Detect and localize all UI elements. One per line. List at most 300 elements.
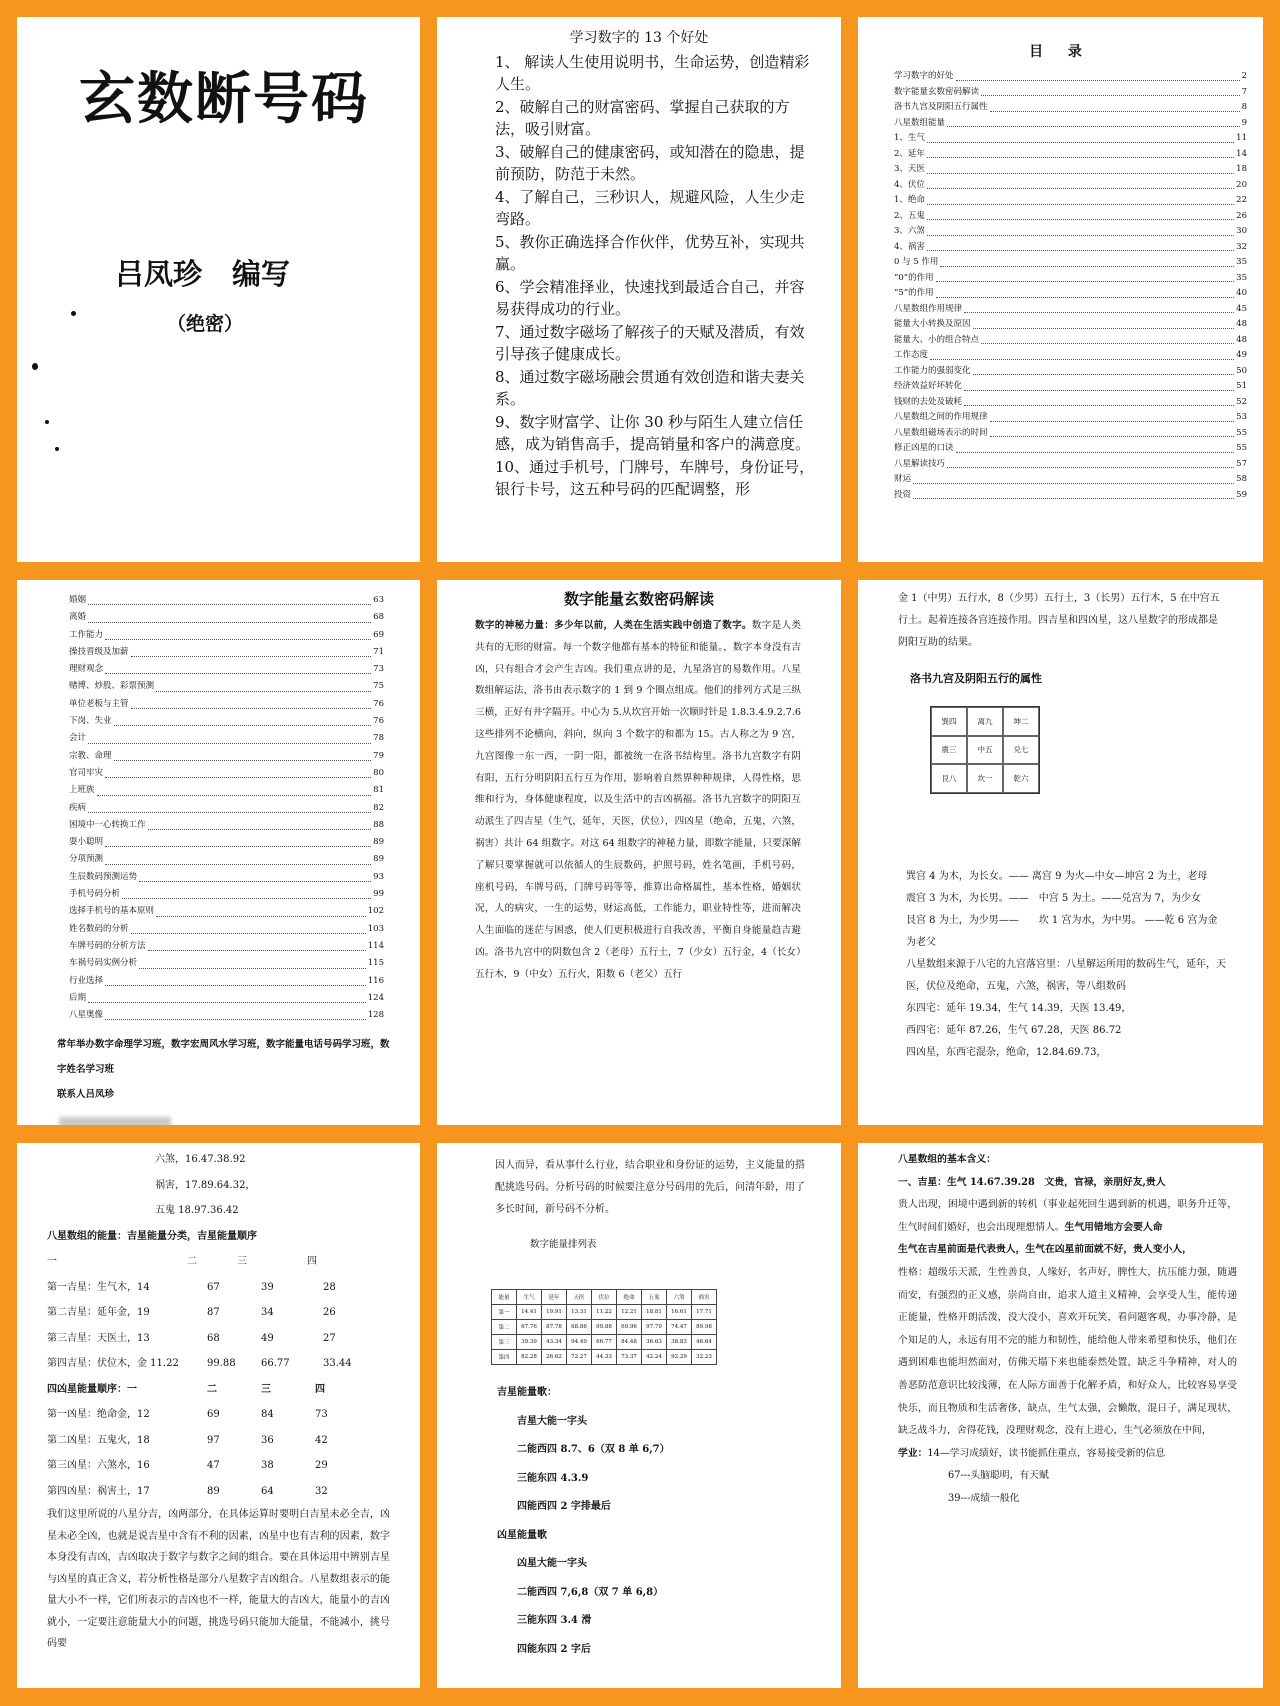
table-cell: 89.98 (692, 1320, 717, 1335)
energy-arrangement-table (491, 1289, 717, 1365)
toc-page-number: 7 (1241, 86, 1247, 97)
table-cell: 66.77 (592, 1335, 617, 1350)
toc-leader (105, 973, 366, 986)
table-cell: 第四 (492, 1350, 517, 1365)
star-value: 29 (315, 1460, 328, 1471)
toc-page-number: 114 (367, 940, 384, 951)
toc-entry-title: 财运 (894, 474, 912, 484)
toc-page-number: 59 (1236, 489, 1247, 500)
toc-entry-title: 工作能力 (69, 629, 104, 640)
song-line: 三能东四 3.4 滑 (517, 1615, 592, 1626)
toc-leader (927, 240, 1234, 252)
toc-entry-title: 工作态度 (894, 350, 929, 360)
toc-entry (69, 990, 384, 1007)
table-cell: 14.41 (517, 1305, 542, 1320)
meaning-bold-2: 生气在吉星前面是代表贵人，生气在凶星前面就不好，贵人变小人， (898, 1244, 1192, 1256)
table-cell: 13.31 (567, 1305, 592, 1320)
blurred-phone (59, 1117, 171, 1125)
toc-page-number: 124 (367, 992, 384, 1003)
toc-leader (156, 678, 371, 691)
toc-entry (894, 457, 1247, 473)
toc-leader (105, 851, 371, 864)
toc-leader (927, 209, 1234, 221)
toc-entry-title: 分项预测 (69, 854, 104, 865)
decode-page (437, 580, 841, 1125)
toc-leader (88, 730, 371, 743)
star-value: 49 (261, 1332, 274, 1344)
toc-page-number: 75 (373, 681, 384, 692)
toc-leader (956, 69, 1240, 81)
toc-entry-title: 车祸号码实例分析 (69, 958, 138, 969)
star-value: 66.77 (261, 1358, 290, 1369)
toc-leader (114, 713, 372, 726)
toc-entry-title: 学习数字的好处 (894, 71, 954, 81)
grid-cell: 离九 (967, 707, 1003, 736)
star-row (47, 1453, 390, 1479)
toc-entry-title: 4、祸害 (894, 241, 925, 252)
toc-leader (936, 286, 1235, 298)
luoshu-lines (906, 866, 1227, 1064)
study-line: 14—学习成绩好，读书能抓住重点，容易接受新的信息 (927, 1447, 1166, 1459)
toc-entry-title: 疾病 (69, 802, 87, 813)
benefit-item: 9、数字财富学、让你 30 秒与陌生人建立信任感，成为销售高手，提高销量和客户的满意度。 (495, 413, 811, 453)
table-cell: 42.24 (642, 1350, 667, 1365)
energy-songs (497, 1379, 670, 1664)
col-header: 二 (187, 1256, 197, 1267)
star-value: 99.88 (207, 1358, 236, 1369)
star-row (47, 1275, 390, 1301)
toc-page-number: 99 (373, 889, 384, 900)
toc-entry (894, 488, 1247, 504)
toc-entry-title: 上班族 (69, 785, 95, 796)
toc-leader (88, 609, 371, 622)
toc-page-2 (17, 580, 420, 1125)
toc-page-number: 93 (373, 871, 384, 882)
toc-page-number: 71 (373, 646, 384, 657)
toc-leader (981, 333, 1234, 345)
toc-leader (927, 147, 1234, 159)
toc-entry (894, 441, 1247, 457)
author-role: 编写 (232, 257, 291, 291)
grid-cell: 中五 (967, 736, 1003, 765)
star-value: 68 (207, 1332, 220, 1344)
benefit-item: 4、了解自己，三秒识人，规避风险，人生少走弯路。 (495, 188, 805, 228)
table-cell: 99.88 (592, 1320, 617, 1335)
toc-entry-title: 车牌号码的分析方法 (69, 940, 146, 951)
table-cell: 73.37 (617, 1350, 642, 1365)
toc-entry (894, 147, 1247, 163)
star-label: 第一凶星：绝命金，12 (47, 1409, 150, 1420)
toc-entry (894, 116, 1247, 132)
star-row (47, 1479, 390, 1505)
song-line: 四能东四 2 字后 (517, 1643, 591, 1655)
star-label: 第二吉星：延年金，19 (47, 1307, 150, 1318)
toc-leader (927, 224, 1234, 236)
meaning-body-2: 性格：超级乐天派，生性善良，人缘好，名声好，脾性大，抗压能力强，随遇而安，有强烈的正义感，崇尚自由，追求人道主义精神，会享受人生，能传递正能量，性格开朗活泼，没大没小，喜欢开玩笑，看问题客观，办事冷静，是个知足的人，永远有用不完的能力和韧性，能给他人带来希望和快乐，他们在遇到困难也能坦然面对，仿佛天塌下来也能泰然处置，缺乏斗争精神，对人的善恶防范意识比较浅薄，在人际方面善于化解矛盾，和好众人，比较容易享受快乐，而且物质和生活奢侈，缺点，生气太强，会懒散，混日子，满足现状，缺乏战斗力，舍得花钱，没理财观念，没有上进心，生气必须放在中间， (898, 1266, 1237, 1437)
star-value: 28 (323, 1281, 336, 1293)
table-cell: 绝命 (617, 1290, 642, 1305)
toc-entry (894, 472, 1247, 488)
toc-entry (894, 286, 1247, 302)
toc-page-number: 45 (1236, 303, 1247, 314)
toc-entry-title: 手机号码分析 (69, 889, 121, 900)
bad-star-rows (47, 1402, 390, 1504)
toc-page-number: 115 (367, 958, 384, 969)
toc-page-number: 103 (367, 923, 384, 934)
star-value: 34 (261, 1307, 274, 1318)
toc-leader (973, 364, 1235, 376)
grid-cell: 艮八 (931, 764, 967, 793)
ink-speck (55, 447, 59, 451)
toc-page-number: 51 (1236, 381, 1247, 391)
toc-leader (131, 644, 372, 657)
star-row (47, 1300, 390, 1326)
toc-entry (69, 661, 384, 678)
toc-entry-title: 后期 (69, 992, 87, 1003)
toc-leader (947, 457, 1234, 469)
toc-page-number: 48 (1236, 319, 1247, 329)
table-cell: 87.78 (542, 1320, 567, 1335)
song-line: 凶星能量歌 (497, 1529, 547, 1541)
toc-entry (69, 730, 384, 747)
toc-page-number: 82 (373, 802, 384, 813)
toc-page-number: 76 (373, 716, 384, 727)
star-row (47, 1428, 390, 1454)
toc-leader (990, 100, 1240, 112)
luoshu-line: 巽宫 4 为木，为长女。—— 离宫 9 为火—中女—坤宫 2 为土，老母 (906, 871, 1208, 882)
toc-page-number: 11 (1236, 133, 1247, 143)
luoshu-page (858, 580, 1263, 1125)
toc-page-number: 80 (373, 767, 384, 778)
toc-entry (69, 886, 384, 903)
toc-leader (114, 748, 372, 761)
benefits-page (437, 17, 841, 562)
toc-entry-title: 0 与 5 作用 (894, 257, 939, 267)
benefit-item: 1、 解读人生使用说明书，生命运势，创造精彩人生。 (495, 53, 810, 93)
star-value: 27 (323, 1332, 336, 1344)
toc-leader (139, 869, 371, 882)
star-value: 38 (261, 1460, 274, 1471)
toc-entry-title: 2、延年 (894, 148, 925, 159)
meaning-body-1: 贵人出现，困境中遇到新的转机（事业起死回生遇到新的机遇，职务升迁等，生气时间们婚好，也会出现理想情人。 (898, 1199, 1237, 1233)
table-cell: 32.23 (692, 1350, 717, 1365)
star-value: 84 (261, 1409, 274, 1420)
luoshu-line: 西四宅：延年 87.26，生气 67.28，天医 86.72 (906, 1025, 1122, 1036)
arrangement-page (437, 1143, 841, 1688)
toc-page-number: 89 (373, 837, 384, 848)
toc-entry (894, 426, 1247, 442)
table-row (492, 1335, 717, 1350)
toc-entry (894, 69, 1247, 85)
grid-cell: 巽四 (931, 707, 967, 736)
toc-entry-title: 单位老板与主管 (69, 698, 129, 709)
toc-leader (964, 302, 1234, 314)
toc-entry (894, 100, 1247, 116)
toc-entry-title: 2、五鬼 (894, 210, 925, 221)
table-cell: 72.27 (567, 1350, 592, 1365)
grid-cell: 坎一 (967, 764, 1003, 793)
benefits-list (495, 51, 817, 500)
toc-leader (927, 193, 1234, 205)
song-line: 三能东四 4.3.9 (517, 1472, 589, 1484)
table-cell: 97.79 (642, 1320, 667, 1335)
toc-entry (69, 869, 384, 886)
luoshu-line: 艮宫 8 为土，为少男—— 坎 1 宫为水，为中男。 ——乾 6 宫为金为老父 (906, 915, 1218, 948)
toc-entry-title: 操技晋级及加薪 (69, 646, 129, 657)
toc-page-number: 128 (367, 1010, 384, 1021)
col-header: 三 (261, 1383, 271, 1395)
benefit-item: 8、通过数字磁场融会贯通有效创造和谐夫妻关系。 (495, 368, 805, 408)
toc-entry-title: 离婚 (69, 612, 87, 623)
toc-entry (69, 973, 384, 990)
star-value: 69 (207, 1409, 220, 1420)
toc-entry (894, 209, 1247, 225)
table-cell: 92.29 (667, 1350, 692, 1365)
table-cell: 84.48 (617, 1335, 642, 1350)
star-value: 33.44 (323, 1358, 352, 1369)
study-line: 39---成绩一般化 (948, 1492, 1020, 1504)
toc-leader (105, 661, 371, 674)
toc-page-number: 49 (1236, 350, 1247, 360)
star-label: 第三凶星：六煞水，16 (47, 1460, 150, 1471)
table-cell: 17.71 (692, 1305, 717, 1320)
decode-body (475, 615, 801, 986)
table-cell: 伏位 (592, 1290, 617, 1305)
toc-leader (930, 348, 1234, 360)
song-line: 凶星大能一字头 (517, 1558, 587, 1569)
toc-entry (894, 255, 1247, 271)
cover-page (17, 17, 420, 562)
toc-page-number: 20 (1236, 179, 1247, 190)
meaning-lead: 一、吉星：生气 14.67.39.28 文贵，官禄，亲朋好友,贵人 (898, 1176, 1166, 1188)
toc-entry (69, 817, 384, 834)
toc-page-number: 2 (1241, 71, 1247, 81)
toc-entry (69, 1007, 384, 1024)
toc-entry-title: 八星奥像 (69, 1010, 104, 1021)
toc-leader (139, 955, 366, 968)
contact-label: 联系人吕凤珍 (57, 1089, 115, 1101)
toc-page-number: 55 (1236, 443, 1247, 453)
grid-cell: 震三 (931, 736, 967, 765)
toc-entry (894, 240, 1247, 256)
toc-entry (69, 678, 384, 695)
star-row (47, 1351, 390, 1377)
toc-leader (122, 886, 371, 899)
cover-secret-label: （绝密） (167, 313, 244, 335)
table-cell: 26.62 (542, 1350, 567, 1365)
table-cell: 12.21 (617, 1305, 642, 1320)
toc-page-number: 102 (367, 906, 384, 917)
toc-entry-title: 能量大、小的组合特点 (894, 334, 980, 345)
toc-leader (148, 938, 366, 951)
toc-entry (69, 851, 384, 868)
toc-leader (913, 472, 1234, 484)
col-header: 二 (207, 1383, 217, 1395)
toc-entry-title: 赌博、炒股、彩票预测 (69, 681, 155, 692)
star-value: 97 (207, 1434, 220, 1446)
table-cell: 18.81 (642, 1305, 667, 1320)
arrangement-table-title: 数字能量排列表 (530, 1239, 597, 1251)
col-header: 四 (315, 1383, 325, 1395)
table-cell: 天医 (567, 1290, 592, 1305)
toc-entry-title: 修正凶星的口诀 (894, 443, 954, 453)
luoshu-top-text: 金 1（中男）五行水，8（少男）五行土，3（长男）五行木，5 在中宫五行土。起着连接各宫连接作用。四吉星和四凶星，这八星数字的形成都是阴阳互助的结果。 (898, 593, 1220, 648)
toc-entry-title: 会计 (69, 733, 87, 744)
toc-entry-title: 3、天医 (894, 164, 925, 174)
table-cell: 11.22 (592, 1305, 617, 1320)
star-value: 32 (315, 1485, 328, 1497)
toc-entry-title: 选择手机号的基本原则 (69, 906, 155, 917)
author-name: 吕凤珍 (115, 257, 203, 291)
toc-entry-title: 4、伏位 (894, 179, 925, 190)
toc-leader (927, 178, 1234, 190)
col-header: 四 (307, 1256, 317, 1267)
toc-entry-title: 八星数组之间的作用规律 (894, 412, 988, 422)
toc-entry-title: 困境中一心转换工作 (69, 819, 146, 830)
toc-page-number: 58 (1236, 474, 1247, 484)
toc-entry (894, 395, 1247, 411)
toc-leader (990, 426, 1235, 438)
toc-entry (69, 903, 384, 920)
star-value: 36 (261, 1434, 274, 1446)
toc-page-number: 22 (1236, 195, 1247, 205)
good-star-heading: 八星数组的能量：吉星能量分类，吉星能量顺序 (47, 1230, 257, 1242)
toc-entry (894, 317, 1247, 333)
col-header: 三 (237, 1256, 247, 1267)
table-cell: 第一 (492, 1305, 517, 1320)
decode-lead: 数字的神秘力量：多少年以前，人类在生活实践中创造了数字。 (475, 620, 752, 631)
star-value: 42 (315, 1434, 328, 1446)
toc-leader (156, 903, 366, 916)
song-line: 二能西四 7,6,8（双 7 单 6,8） (517, 1586, 664, 1598)
toc-entry-title: 理财观念 (69, 664, 104, 675)
toc-page-number: 78 (373, 733, 384, 744)
star-label: 第四吉星：伏位木，金 11.22 (47, 1358, 179, 1369)
toc-entry-title: 八星数组磁场表示的时间 (894, 427, 988, 438)
toc-page-number: 35 (1236, 272, 1247, 283)
toc-entry (69, 834, 384, 851)
star-row (47, 1402, 390, 1428)
toc-entry-title: 下岗、失业 (69, 716, 112, 727)
toc-entry-title: 生辰数码预测运势 (69, 871, 138, 882)
toc-entry-title: 姓名数码的分析 (69, 923, 129, 934)
star-value: 73 (315, 1409, 328, 1420)
table-cell: 39.39 (517, 1335, 542, 1350)
table-cell: 82.28 (517, 1350, 542, 1365)
toc-leader (964, 379, 1234, 391)
toc-page-number: 14 (1236, 148, 1247, 159)
toc-entry-title: 八星数组能量 (894, 117, 946, 128)
luoshu-line: 八星数组来源于八宅的九宫落宫里：八星解运所用的数码生气，延年，天医，伏位及绝命，五鬼，六煞，祸害，等八组数码 (906, 959, 1226, 992)
meaning-content (898, 1149, 1237, 1511)
toc-entry (894, 271, 1247, 287)
benefit-item: 3、破解自己的健康密码，或知潜在的隐患，提前预防，防范于未然。 (495, 143, 805, 183)
luoshu-grid-wrap (858, 686, 1263, 866)
toc-page-number: 18 (1236, 164, 1247, 174)
energy-page (17, 1143, 420, 1688)
table-cell: 46.64 (692, 1335, 717, 1350)
table-cell: 生气 (517, 1290, 542, 1305)
toc-entry (69, 800, 384, 817)
toc-leader (990, 410, 1235, 422)
toc-leader (927, 131, 1234, 143)
toc-entry-title: 3、六煞 (894, 226, 925, 236)
toc-page-number: 73 (373, 664, 384, 675)
good-star-rows (47, 1275, 390, 1377)
song-line: 吉星大能一字头 (517, 1415, 587, 1427)
cover-author (115, 252, 290, 293)
toc-page-number: 88 (373, 819, 384, 830)
toc-page-number: 40 (1236, 288, 1247, 298)
toc-page-number: 57 (1236, 458, 1247, 469)
table-cell: 67.76 (517, 1320, 542, 1335)
star-label: 第一吉星：生气木，14 (47, 1281, 150, 1293)
toc-leader (105, 834, 371, 847)
toc-page-number: 26 (1236, 210, 1247, 221)
grid-cell: 乾六 (1003, 764, 1039, 793)
benefit-item: 2、破解自己的财富密码、掌握自己获取的方法，吸引财富。 (495, 98, 790, 138)
energy-tail: 我们这里所说的八星分吉，凶两部分，在具体运算时要明白吉星未必全吉，凶星未必全凶，也就是说吉星中含有不利的因素，凶星中也有吉利的因素，数字本身没有吉凶，吉凶取决于数字与数字之间的组合。要在具体运用中辨别吉星与凶星的真正含义，若分析性格是部分八星数字吉凶组合。八星数组表示的能量大小不一样，它们所表示的吉凶也不一样，能量大的吉凶大，能量小的吉凶就小，一定要注意能量大小的问题，挑选号码只能加大能量，不能减小，挑号码要 (47, 1509, 390, 1649)
toc-entry-title: 投资 (894, 489, 912, 500)
toc-entry (69, 938, 384, 955)
table-cell: 第二 (492, 1320, 517, 1335)
grid-cell: 兑七 (1003, 736, 1039, 765)
star-value: 67 (207, 1281, 220, 1293)
arrangement-intro: 因人而异，看从事什么行业，结合职业和身份证的运势，主义能量的搭配挑选号码。分析号码的时候要注意分号码用的先后，问清年龄，用了多长时间，新号码不分析。 (495, 1160, 805, 1215)
song-line: 二能西四 8.7、6（双 8 单 6,7） (517, 1444, 670, 1455)
toc-entry-title: “0”的作用 (894, 272, 934, 283)
toc-page-number: 48 (1236, 334, 1247, 345)
toc-leader (88, 990, 366, 1003)
table-cell: 69.96 (617, 1320, 642, 1335)
table-row (492, 1305, 717, 1320)
toc-entry (69, 765, 384, 782)
star-value: 26 (323, 1307, 336, 1318)
table-cell: 43.34 (542, 1335, 567, 1350)
toc-entry-title: 数字能量玄数密码解读 (894, 86, 980, 97)
table-cell: 36.63 (642, 1335, 667, 1350)
luoshu-line: 东四宅：延年 19.34，生气 14.39，天医 13.49， (906, 1003, 1132, 1014)
toc-leader (913, 488, 1234, 500)
toc-page-number: 89 (373, 854, 384, 865)
toc-page-number: 8 (1241, 102, 1247, 112)
toc-entry-title: 耍小聪明 (69, 837, 104, 848)
table-cell: 16.61 (667, 1305, 692, 1320)
toc-page-number: 81 (373, 785, 384, 796)
benefit-item: 7、通过数字磁场了解孩子的天赋及潜质，有效引导孩子健康成长。 (495, 323, 805, 363)
ink-speck (71, 311, 76, 316)
benefits-title: 学习数字的 13 个好处 (569, 30, 709, 46)
luoshu-subtitle: 洛书九宫及阴阳五行的属性 (910, 672, 1042, 685)
toc-title: 目 录 (1029, 44, 1092, 60)
table-cell: 94.49 (567, 1335, 592, 1350)
table-cell: 74.47 (667, 1320, 692, 1335)
star-value: 89 (207, 1485, 220, 1497)
star-value: 39 (261, 1281, 274, 1293)
toc-page-number: 76 (373, 698, 384, 709)
course-note: 常年举办数字命理学习班，数字宏周风水学习班，数字能量电话号码学习班，数字姓名学习班 (57, 1039, 390, 1076)
toc-leader (105, 765, 371, 778)
star-value: 47 (207, 1460, 220, 1471)
toc-entry (69, 627, 384, 644)
energy-top-line: 六煞，16.47.38.92 (155, 1154, 246, 1165)
toc-leader (981, 85, 1240, 97)
toc-entry-title: 经济效益好坏转化 (894, 381, 963, 391)
toc-leader (131, 696, 372, 709)
toc-entry (69, 713, 384, 730)
toc-leader (88, 592, 371, 605)
benefit-item: 6、学会精准择业，快速找到最适合自己，并容易获得成功的行业。 (495, 278, 805, 318)
